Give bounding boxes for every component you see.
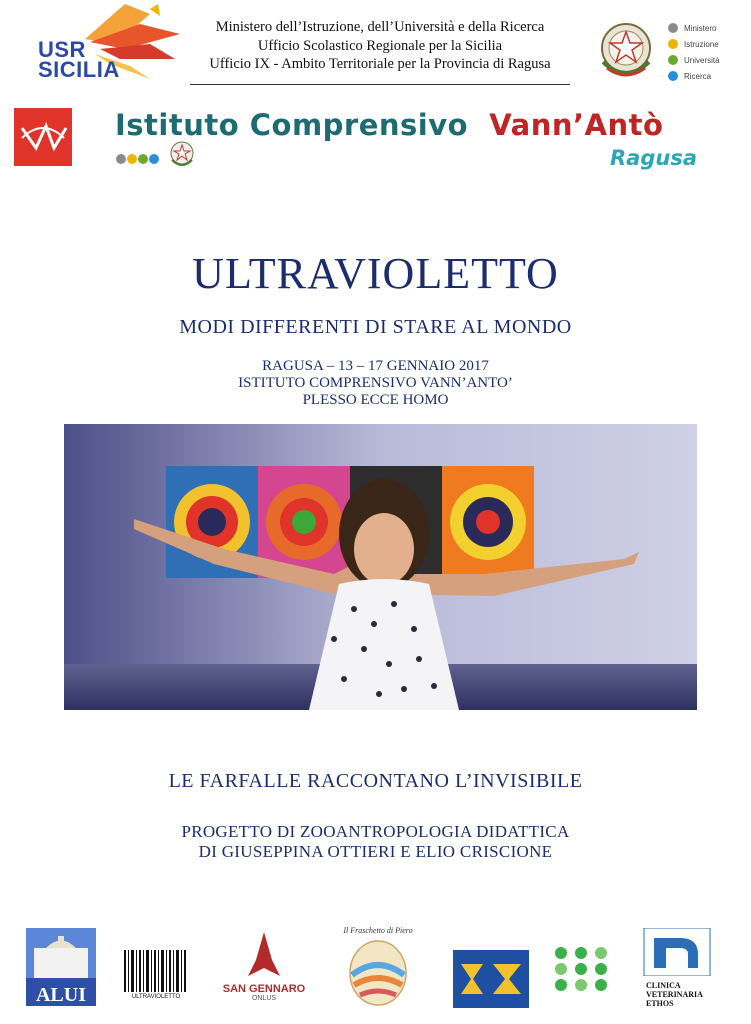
school-logo-icon [14, 108, 72, 166]
event-subtitle: MODI DIFFERENTI DI STARE AL MONDO [179, 316, 572, 338]
event-info-line: ISTITUTO COMPRENSIVO VANN’ANTO’ [238, 375, 513, 391]
clinica-label-line: CLINICA [646, 981, 681, 990]
clinica-label-line: ETHOS [646, 999, 674, 1008]
ricerca-dot-icon [668, 71, 678, 81]
usr-text-line2: SICILIA [38, 57, 120, 82]
miur-item [668, 52, 748, 68]
header-divider [190, 84, 570, 85]
event-info-line: PLESSO ECCE HOMO [302, 392, 449, 408]
alui-label: ALUI [35, 984, 86, 1006]
miur-item [668, 20, 748, 36]
usr-text-line1: USR [38, 37, 86, 62]
miur-legend [668, 20, 748, 84]
ministry-line: Ministero dell’Istruzione, dell’Università e della Ricerca [215, 19, 545, 35]
green-dots-logo [554, 946, 608, 992]
event-info [0, 358, 751, 409]
project-headline: LE FARFALLE RACCONTANO L’INVISIBILE [168, 770, 583, 792]
ultravioletto-barcode-logo [124, 950, 188, 992]
istruzione-dot-icon [668, 39, 678, 49]
ministry-line: Ufficio IX - Ambito Territoriale per la Provincia di Ragusa [209, 56, 551, 72]
school-city: Ragusa [610, 146, 697, 170]
event-photo [64, 424, 697, 710]
italian-republic-emblem [595, 18, 657, 84]
project-line: DI GIUSEPPINA OTTIERI E ELIO CRISCIONE [198, 842, 553, 861]
egg-drawing-icon [338, 935, 418, 1007]
miur-item [668, 36, 748, 52]
miur-item-label: Ministero [684, 23, 717, 33]
banca-logo [453, 950, 529, 1008]
clinica-ethos-logo [640, 928, 714, 1010]
project-line: PROGETTO DI ZOOANTROPOLOGIA DIDATTICA [181, 822, 570, 841]
san-gennaro-sublabel: ONLUS [251, 995, 277, 1002]
miur-item [668, 68, 748, 84]
ultravioletto-label: ULTRAVIOLETTO [131, 994, 181, 1000]
ministero-dot-icon [668, 23, 678, 33]
miur-item-label: Istruzione [684, 39, 719, 49]
event-info-line: RAGUSA – 13 – 17 GENNAIO 2017 [262, 358, 489, 374]
miur-item-label: Ricerca [684, 71, 712, 81]
miur-mini-logo [116, 152, 160, 166]
san-gennaro-label: SAN GENNARO [222, 983, 306, 995]
project-credits [0, 822, 751, 862]
clinica-label [640, 981, 714, 1008]
alui-building-icon [26, 928, 96, 978]
miur-item-label: Università [684, 55, 720, 65]
school-name [115, 108, 663, 142]
ministry-header [190, 18, 570, 74]
school-name-part2: Vann’Antò [489, 108, 664, 142]
clinica-mark-icon [640, 928, 714, 976]
clinica-label-line: VETERINARIA [646, 990, 703, 999]
universita-dot-icon [668, 55, 678, 65]
san-gennaro-mark-icon [220, 930, 308, 978]
farfalle-caption: Il Fraschetto di Piero [343, 926, 413, 935]
event-title: ULTRAVIOLETTO [192, 249, 559, 298]
usr-sicilia-text [38, 37, 120, 82]
republic-mini-emblem [168, 140, 196, 170]
school-name-part1: Istituto Comprensivo [115, 108, 469, 142]
farfalle-drawing-logo [338, 926, 418, 1010]
ministry-line: Ufficio Scolastico Regionale per la Sicilia [257, 37, 503, 54]
san-gennaro-logo [220, 930, 308, 1006]
alui-logo [26, 928, 96, 1006]
